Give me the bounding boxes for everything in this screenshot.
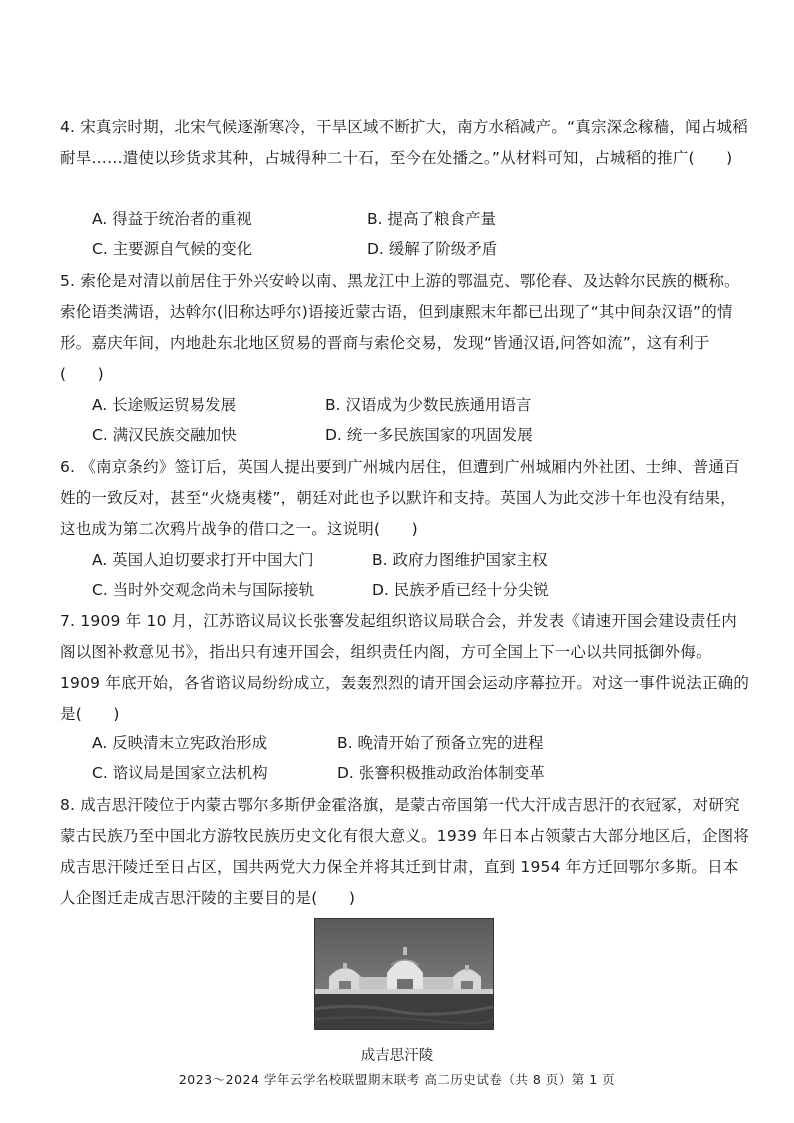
question-6-options (92, 545, 732, 605)
question-6-stem: 6. 《南京条约》签订后，英国人提出要到广州城内居住，但遭到广州城厢内外社团、士绅、普通百姓的一致反对，甚至“火烧夷楼”，朝廷对此也予以默许和支持。英国人为此交涉十年也没有结果，这也成为第二次鸦片战争的借口之一。这说明( ) (60, 458, 740, 538)
option-c: C. 主要源自气候的变化 (92, 240, 253, 258)
option-c: C. 当时外交观念尚未与国际接轨 (92, 581, 315, 599)
question-5 (60, 266, 750, 390)
option-b: B. 政府力图维护国家主权 (372, 551, 548, 569)
photo-caption: 成吉思汗陵 (360, 1048, 434, 1064)
option-c: C. 满汉民族交融加快 (92, 426, 237, 444)
option-b: B. 晚清开始了预备立宪的进程 (337, 734, 544, 752)
question-8 (60, 790, 750, 914)
question-4-options (92, 204, 732, 264)
question-8-stem: 8. 成吉思汗陵位于内蒙古鄂尔多斯伊金霍洛旗，是蒙古帝国第一代大汗成吉思汗的衣冠冢，对研究蒙古民族乃至中国北方游牧民族历史文化有很大意义。1939 年日本占领蒙古大部分地区后，企图将成吉思汗陵迁至日占区，国共两党大力保全并将其迁到甘肃，直到 1954 年方迁回鄂尔多斯。日本人企图迁走成吉思汗陵的主要目的是( ) (60, 796, 750, 907)
option-a: A. 长途贩运贸易发展 (92, 396, 237, 414)
mausoleum-photo (314, 918, 494, 1030)
question-7-stem: 7. 1909 年 10 月，江苏谘议局议长张謇发起组织谘议局联合会，并发表《请速开国会建设责任内阁以图补救意见书》，指出只有速开国会，组织责任内阁，方可全国上下一心以共同抵御外侮。1909 年底开始，各省谘议局纷纷成立，轰轰烈烈的请开国会运动序幕拉开。对这一事件说法正确的是( ) (60, 612, 750, 723)
question-5-stem: 5. 索伦是对清以前居住于外兴安岭以南、黑龙江中上游的鄂温克、鄂伦春、及达斡尔民族的概称。索伦语类满语，达斡尔(旧称达呼尔)语接近蒙古语，但到康熙末年都已出现了“其中间杂汉语”的情形。嘉庆年间，内地赴东北地区贸易的晋商与索伦交易，发现“皆通汉语,问答如流”，这有利于( ) (60, 272, 740, 383)
page-footer: 2023～2024 学年云学名校联盟期末联考 高二历史试卷（共 8 页）第 1 页 (178, 1072, 616, 1087)
option-d: D. 民族矛盾已经十分尖锐 (372, 581, 549, 599)
question-4-stem: 4. 宋真宗时期，北宋气候逐渐寒冷，干旱区域不断扩大，南方水稻减产。“真宗深念稼穑，闻占城稻耐旱……遣使以珍货求其种，占城得种二十石，至今在处播之。”从材料可知，占城稻的推广( ) (60, 118, 748, 167)
question-5-options (92, 390, 732, 450)
question-7 (60, 606, 750, 730)
option-d: D. 张謇积极推动政治体制变革 (337, 764, 545, 782)
option-b: B. 提高了粮食产量 (367, 210, 496, 228)
option-c: C. 谘议局是国家立法机构 (92, 764, 268, 782)
option-a: A. 英国人迫切要求打开中国大门 (92, 551, 314, 569)
option-d: D. 缓解了阶级矛盾 (367, 240, 498, 258)
option-d: D. 统一多民族国家的巩固发展 (325, 426, 533, 444)
question-6 (60, 452, 750, 545)
option-a: A. 得益于统治者的重视 (92, 210, 252, 228)
option-a: A. 反映清末立宪政治形成 (92, 734, 268, 752)
question-7-options (92, 728, 732, 788)
question-4 (60, 112, 750, 174)
option-b: B. 汉语成为少数民族通用语言 (325, 396, 532, 414)
